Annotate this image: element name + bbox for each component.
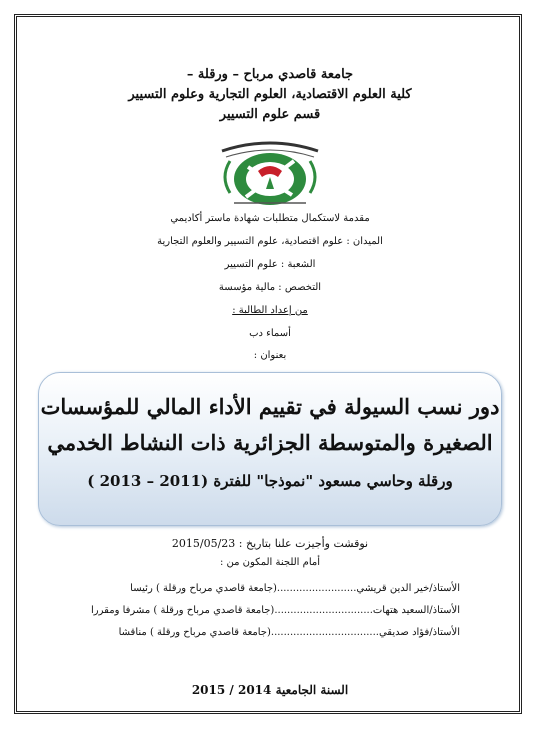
titled-label: بعنوان : bbox=[253, 350, 287, 361]
university-emblem-icon bbox=[200, 137, 340, 212]
specialty-line: التخصص : مالية مؤسسة bbox=[218, 282, 322, 293]
intro-line: مقدمة لاستكمال متطلبات شهادة ماستر أكاديمي bbox=[170, 213, 370, 224]
committee-member: الأستاذ/السعيد هتهات...............................(جامعة قاصدي مرباح ورقلة ) مشرفا ومقررا bbox=[91, 605, 460, 616]
thesis-title-box bbox=[38, 372, 502, 526]
defense-date: نوقشت وأجيزت علنا بتاريخ : 2015/05/23 bbox=[171, 537, 369, 550]
student-name: أسماء دب bbox=[249, 328, 291, 339]
committee-label: أمام اللجنة المكون من : bbox=[219, 557, 321, 568]
field-line: الميدان : علوم اقتصادية، علوم التسيير والعلوم التجارية bbox=[157, 236, 383, 247]
prepared-by-label: من إعداد الطالبة : bbox=[232, 305, 308, 316]
thesis-title-line-1: دور نسب السيولة في تقييم الأداء المالي للمؤسسات bbox=[40, 394, 500, 419]
prepared-by-row bbox=[0, 304, 540, 318]
thesis-title-line-2: الصغيرة والمتوسطة الجزائرية ذات النشاط الخدمي bbox=[47, 430, 493, 455]
committee-member: الأستاذ/فؤاد صديقي..................................(جامعة قاصدي مرباح ورقلة ) مناقشا bbox=[118, 627, 460, 638]
thesis-title-line-3: ورقلة وحاسي مسعود "نموذجا" للفترة (2011 – 2013 ) bbox=[87, 472, 453, 490]
faculty-name: كلية العلوم الاقتصادية، العلوم التجارية وعلوم التسيير bbox=[128, 87, 412, 102]
branch-line: الشعبة : علوم التسيير bbox=[224, 259, 316, 270]
academic-year: السنة الجامعية 2014 / 2015 bbox=[191, 683, 349, 697]
department-name: قسم علوم التسيير bbox=[219, 107, 321, 122]
university-name: جامعة قاصدي مرباح – ورقلة – bbox=[186, 67, 354, 82]
committee-member: الأستاذ/خير الدين قريشي.........................(جامعة قاصدي مرباح ورقلة ) رئيسا bbox=[130, 583, 460, 594]
